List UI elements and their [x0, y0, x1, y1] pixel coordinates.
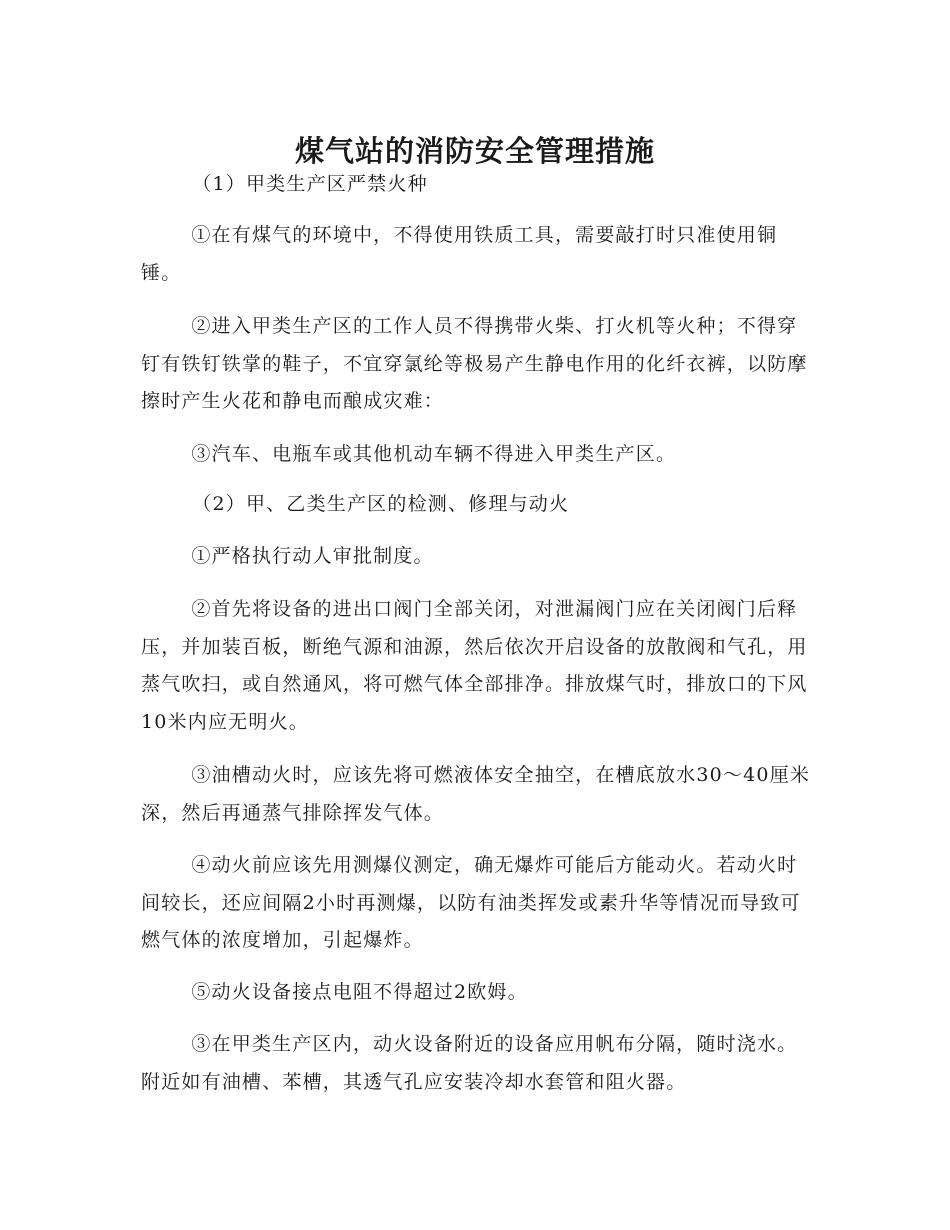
paragraph-2-4: ④动火前应该先用测爆仪测定，确无爆炸可能后方能动火。若动火时间较长，还应间隔2小时再测爆，以防有油类挥发或素升华等情况而导致可燃气体的浓度增加，引起爆炸。 [141, 854, 801, 951]
paragraph-2-6: ③在甲类生产区内，动火设备附近的设备应用帆布分隔，随时浇水。附近如有油槽、苯槽，其透气孔应安装冷却水套管和阻火器。 [141, 1033, 798, 1093]
paragraph-1-1: ①在有煤气的环境中，不得使用铁质工具，需要敲打时只准使用铜锤。 [141, 224, 778, 284]
paragraph-1-3: ③汽车、电瓶车或其他机动车辆不得进入甲类生产区。 [191, 443, 677, 465]
paragraph-2-1: ①严格执行动人审批制度。 [191, 545, 434, 567]
section-heading-1: （1）甲类生产区严禁火种 [192, 173, 428, 195]
paragraph-1-2: ②进入甲类生产区的工作人员不得携带火柴、打火机等火种；不得穿钉有铁钉铁掌的鞋子，不宜穿氯纶等极易产生静电作用的化纤衣裤，以防摩擦时产生火花和静电而酿成灾难： [141, 315, 808, 412]
document-title: 煤气站的消防安全管理措施 [294, 134, 655, 169]
section-heading-2: （2）甲、乙类生产区的检测、修理与动火 [192, 493, 570, 515]
paragraph-2-3: ③油槽动火时，应该先将可燃液体安全抽空，在槽底放水30～40厘米深，然后再通蒸气排除挥发气体。 [141, 764, 811, 824]
paragraph-2-5: ⑤动火设备接点电阻不得超过2欧姆。 [191, 981, 528, 1003]
paragraph-2-2: ②首先将设备的进出口阀门全部关闭，对泄漏阀门应在关闭阀门后释压，并加装百板，断绝气源和油源，然后依次开启设备的放散阀和气孔，用蒸气吹扫，或自然通风，将可燃气体全部排净。排放煤气时，排放口的下风10米内应无明火。 [141, 598, 808, 733]
